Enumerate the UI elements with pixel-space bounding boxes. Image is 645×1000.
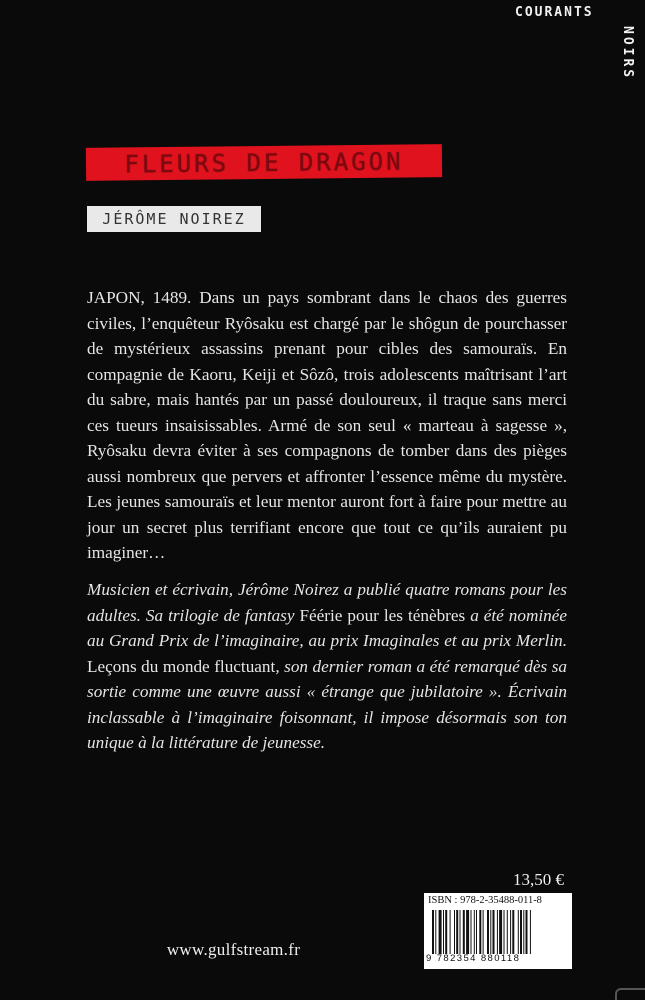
bio-title-1: Féérie pour les ténèbres bbox=[299, 605, 466, 625]
bio-part-3: , son dernier roman a été remarqué dès sa sortie comme une œuvre aussi « étrange que jubilatoire ». Écrivain inclassable à l’imaginaire foisonnant, il impose désormais son ton unique à la littérature de jeunesse. bbox=[87, 656, 568, 752]
ean-digits: 9 782354 880118 bbox=[426, 953, 521, 964]
price: 13,50 € bbox=[513, 870, 564, 889]
collection-subname: NOIRS bbox=[620, 26, 635, 81]
bio-part-2: a été nominée au Grand Prix de l’imaginaire, au prix Imaginales et au prix Merlin. bbox=[87, 605, 567, 650]
website-url[interactable]: www.gulfstream.fr bbox=[166, 940, 301, 959]
title-band bbox=[86, 144, 442, 181]
corner-mark bbox=[615, 988, 645, 1000]
author-name: JÉRÔME NOIREZ bbox=[102, 210, 246, 228]
bio-part-1: Musicien et écrivain, Jérôme Noirez a publié quatre romans pour les adultes. Sa trilogie de fantasy bbox=[87, 580, 567, 625]
publisher-website[interactable] bbox=[0, 940, 645, 960]
book-title: FLEURS DE DRAGON bbox=[124, 147, 404, 178]
author-bio bbox=[87, 577, 567, 756]
synopsis-text: JAPON, 1489. Dans un pays sombrant dans le chaos des guerres civiles, l’enquêteur Ryôsaku est chargé par le shôgun de pourchasser de mystérieux assassins prenant pour cibles des samouraïs. En compagnie de Kaoru, Keiji et Sôzô, trois adolescents maîtrisant l’art du sabre, mais hantés par un passé douloureux, il traque sans merci ces tueurs insaisissables. Armé de son seul « marteau à sagesse », Ryôsaku devra éviter à ses compagnons de tomber dans des pièges aussi nombreux que pervers et affronter l’essence même du mystère. Les jeunes samouraïs et leur mentor auront fort à faire pour mettre au jour un secret plus terrifiant encore que tout ce qu’ils auraient pu imaginer… bbox=[87, 288, 567, 562]
collection-name: COURANTS bbox=[515, 5, 594, 20]
author-band bbox=[87, 206, 261, 232]
isbn-number: ISBN : 978-2-35488-011-8 bbox=[428, 895, 542, 906]
bio-title-2: Leçons du monde fluctuant bbox=[87, 656, 276, 676]
